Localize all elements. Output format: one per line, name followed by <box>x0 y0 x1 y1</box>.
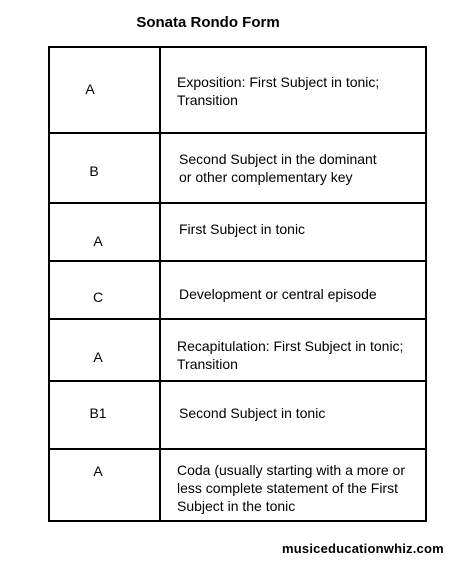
table-row <box>50 134 425 204</box>
table-row <box>50 320 425 382</box>
table-row <box>50 262 425 320</box>
section-label: A <box>93 349 103 365</box>
sonata-rondo-table <box>48 46 427 522</box>
section-label: A <box>93 233 103 249</box>
section-description: Recapitulation: First Subject in tonic; Transition <box>177 338 404 372</box>
section-description: Exposition: First Subject in tonic; Transition <box>177 74 380 108</box>
table-row <box>50 450 425 522</box>
section-label: C <box>92 289 104 305</box>
section-label: B <box>89 163 99 179</box>
section-description: Coda (usually starting with a more or less complete statement of the First Subject in the tonic <box>177 462 405 514</box>
section-description: Second Subject in the dominant or other complementary key <box>179 151 377 185</box>
section-description: First Subject in tonic <box>179 221 306 237</box>
table-row <box>50 204 425 262</box>
section-description: Development or central episode <box>179 286 377 302</box>
table-row <box>50 48 425 134</box>
page-title: Sonata Rondo Form <box>136 14 280 31</box>
section-label: B1 <box>89 405 107 421</box>
section-description: Second Subject in tonic <box>179 405 326 421</box>
section-label: A <box>93 463 103 479</box>
site-credit: musiceducationwhiz.com <box>282 541 444 556</box>
section-label: A <box>85 81 95 97</box>
table-row <box>50 382 425 450</box>
